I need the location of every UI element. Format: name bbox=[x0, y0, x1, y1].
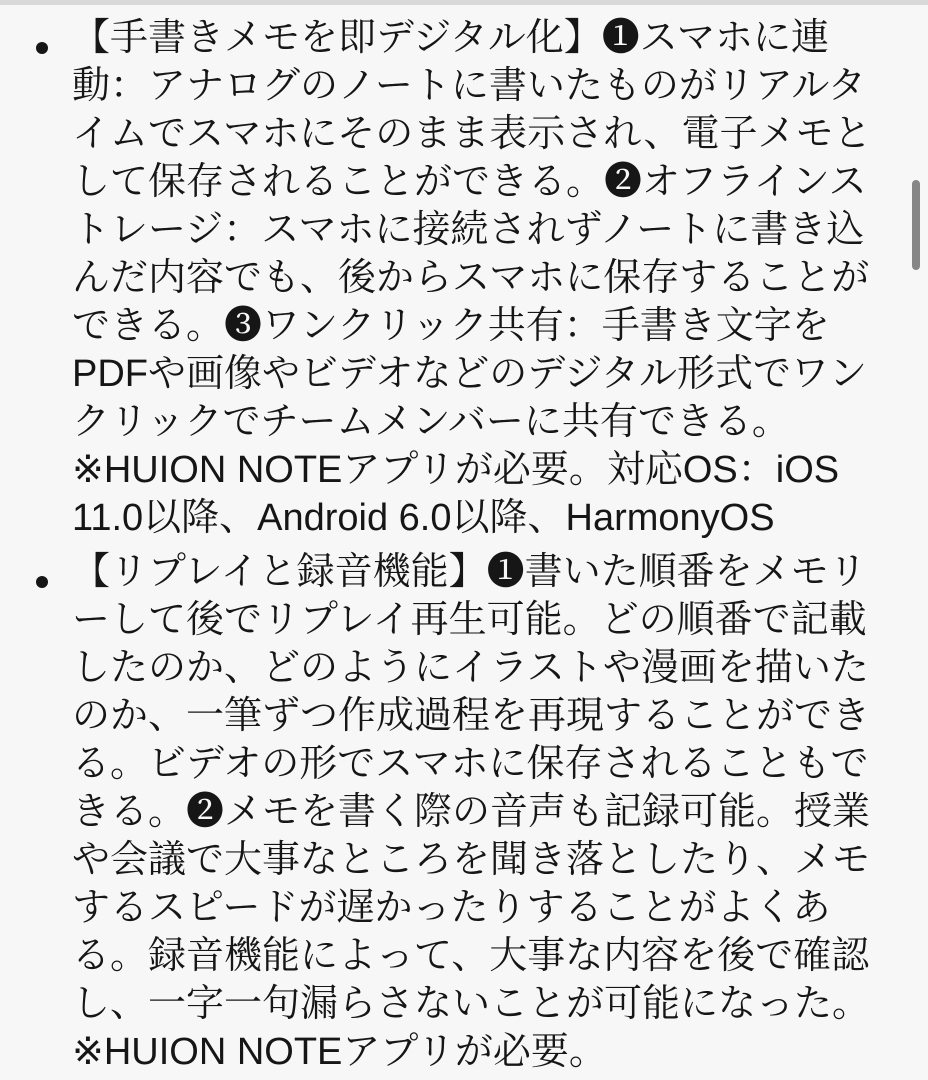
bullet-icon bbox=[36, 576, 48, 588]
text-line: トレージ：スマホに接続されずノートに書き込 bbox=[72, 209, 865, 251]
text-line: ※HUION NOTEアプリが必要。対応OS：iOS bbox=[72, 449, 840, 491]
text-line: できる。❸ワンクリック共有：手書き文字を bbox=[72, 305, 830, 347]
text-line: PDFや画像やビデオなどのデジタル形式でワン bbox=[72, 353, 867, 395]
text-line: 【手書きメモを即デジタル化】❶スマホに連 bbox=[72, 17, 829, 59]
bullet-text-block bbox=[72, 548, 870, 1076]
text-line: 【リプレイと録音機能】❶書いた順番をメモリ bbox=[72, 551, 867, 593]
text-line: イムでスマホにそのまま表示され、電子メモと bbox=[72, 113, 872, 155]
text-line: んだ内容でも、後からスマホに保存することが bbox=[72, 257, 870, 299]
text-line: し、一字一句漏らさないことが可能になった。 bbox=[72, 983, 871, 1025]
text-line: のか、一筆ずつ作成過程を再現することができ bbox=[72, 695, 871, 737]
text-line: や会議で大事なところを聞き落としたり、メモ bbox=[72, 839, 871, 881]
bullet-icon bbox=[36, 42, 48, 54]
list-item bbox=[0, 14, 872, 542]
list-item bbox=[0, 548, 872, 1076]
text-line: 11.0以降、Android 6.0以降、HarmonyOS bbox=[72, 497, 775, 539]
text-line: したのか、どのようにイラストや漫画を描いた bbox=[72, 647, 869, 689]
text-line: きる。❷メモを書く際の音声も記録可能。授業 bbox=[72, 791, 871, 833]
text-line: クリックでチームメンバーに共有できる。 bbox=[72, 401, 790, 443]
text-line: 動：アナログのノートに書いたものがリアルタ bbox=[72, 65, 866, 107]
text-line: ※HUION NOTEアプリが必要。 bbox=[72, 1031, 607, 1073]
feature-bullet-list bbox=[0, 14, 872, 1076]
scrollbar-thumb[interactable] bbox=[912, 180, 920, 270]
text-line: するスピードが遅かったりすることがよくあ bbox=[72, 887, 831, 929]
text-line: して保存されることができる。❷オフラインス bbox=[72, 161, 867, 203]
top-divider bbox=[0, 0, 928, 5]
text-line: る。ビデオの形でスマホに保存されることもで bbox=[72, 743, 869, 785]
text-line: る。録音機能によって、大事な内容を後で確認 bbox=[72, 935, 870, 977]
text-line: ーして後でリプレイ再生可能。どの順番で記載 bbox=[72, 599, 867, 641]
bullet-text-block bbox=[72, 14, 872, 542]
